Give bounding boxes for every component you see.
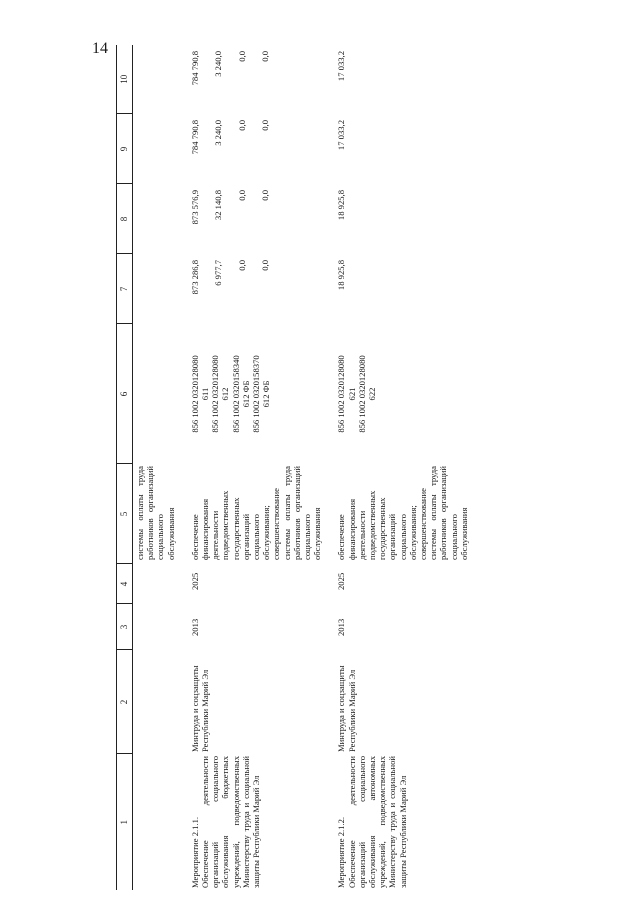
rotated-table-container [116,45,536,890]
goal-cell: обеспечение финансирования деятельности подведомственных государственных организаций социального обслуживания; совершенствование системы оплаты труда работников организаций социального обслуживания [189,466,323,560]
end-year-cell: 2025 [189,572,200,590]
amount-value: 0,0 [260,260,271,271]
header-col-7: 7 [117,254,133,324]
header-col-5: 5 [117,464,133,564]
budget-code [231,326,251,462]
header-col-3: 3 [117,604,133,650]
budget-code [357,326,377,462]
amount-value: 0,0 [236,190,247,201]
amount-value: 784 790,8 [189,51,200,86]
table-body [133,45,470,890]
program-measures-table [116,45,469,890]
measure-description: Обеспечение деятельности организаций социального обслуживания бюджетных учреждений, подведомственных Министерству труда и социальной защиты Республики Марий Эл [200,756,262,888]
amount-value: 18 925,8 [336,190,347,221]
amount-value: 3 240,0 [213,51,224,77]
measure-row [322,45,469,890]
budget-code-cell [176,324,323,464]
budget-code-suffix: 611 [200,387,211,401]
budget-code-suffix: 621 [346,387,357,401]
header-col-8: 8 [117,184,133,254]
budget-code [336,326,356,462]
amount-value: 32 140,8 [213,190,224,221]
amount-cell-col-10 [176,45,323,114]
amount-value: 873 576,9 [189,190,200,225]
budget-code [251,326,271,462]
amount-value: 17 033,2 [336,120,347,151]
budget-code-cell [322,324,469,464]
budget-code-number: 856 1002 0320128080 [189,355,200,433]
amount-value: 6 977,7 [213,260,224,286]
budget-code-number: 856 1002 0320158340 [230,355,241,433]
budget-code-number: 856 1002 0320128080 [210,355,221,433]
budget-code-suffix: 612 ФБ [261,380,272,408]
header-col-1: 1 [117,754,133,890]
column-number-header [117,45,133,890]
amount-cell-col-7 [322,254,469,324]
amount-cell-col-8 [176,184,323,254]
budget-code [190,326,210,462]
measure-title: Мероприятие 2.1.1. [189,816,200,888]
continuation-goal-cell: системы оплаты труда работников организаций социального обслуживания [135,466,176,560]
amount-cell-col-8 [322,184,469,254]
header-row [117,45,133,890]
amount-value: 0,0 [260,120,271,131]
measure-description: Обеспечение деятельности организаций социального обслуживания автономных учреждений, подведомственных Министерству труда и социальной защиты Республики Марий Эл [346,756,408,888]
amount-value: 18 925,8 [336,260,347,291]
amount-value: 17 033,2 [336,51,347,82]
header-col-6: 6 [117,324,133,464]
end-year-cell: 2025 [336,572,347,590]
header-col-2: 2 [117,650,133,754]
budget-code-number: 856 1002 0320128080 [356,355,367,433]
start-year-cell: 2013 [189,618,200,636]
amount-value: 0,0 [260,51,271,62]
budget-code [210,326,230,462]
amount-value: 0,0 [236,51,247,62]
amount-value: 0,0 [260,190,271,201]
measure-row [176,45,323,890]
budget-code-suffix: 612 [220,387,231,401]
measure-cell [322,754,469,890]
measure-cell [176,754,323,890]
goal-cell: обеспечение финансирования деятельности подведомственных государственных организаций социального обслуживания; совершенствование системы оплаты труда работников организаций социального обслуживания [336,466,469,560]
page-number: 14 [92,40,108,57]
amount-value: 0,0 [236,260,247,271]
amount-value: 873 286,8 [189,260,200,295]
header-col-9: 9 [117,114,133,184]
header-col-10: 10 [117,45,133,114]
amount-value: 0,0 [236,120,247,131]
continuation-row [133,45,176,890]
budget-code-number: 856 1002 0320158370 [251,355,262,433]
budget-code-number: 856 1002 0320128080 [336,355,347,433]
amount-value: 784 790,8 [189,120,200,155]
amount-cell-col-9 [322,114,469,184]
amount-value: 3 240,0 [213,120,224,146]
executor-cell: Минтруда и соцзащиты Республики Марий Эл [336,665,357,752]
amount-cell-col-9 [176,114,323,184]
amount-cell-col-7 [176,254,323,324]
budget-code-suffix: 622 [367,387,378,401]
header-col-4: 4 [117,564,133,604]
measure-title: Мероприятие 2.1.2. [336,816,347,888]
amount-cell-col-10 [322,45,469,114]
executor-cell: Минтруда и соцзащиты Республики Марий Эл [189,665,211,752]
start-year-cell: 2013 [336,618,347,636]
budget-code-suffix: 612 ФБ [240,380,251,408]
